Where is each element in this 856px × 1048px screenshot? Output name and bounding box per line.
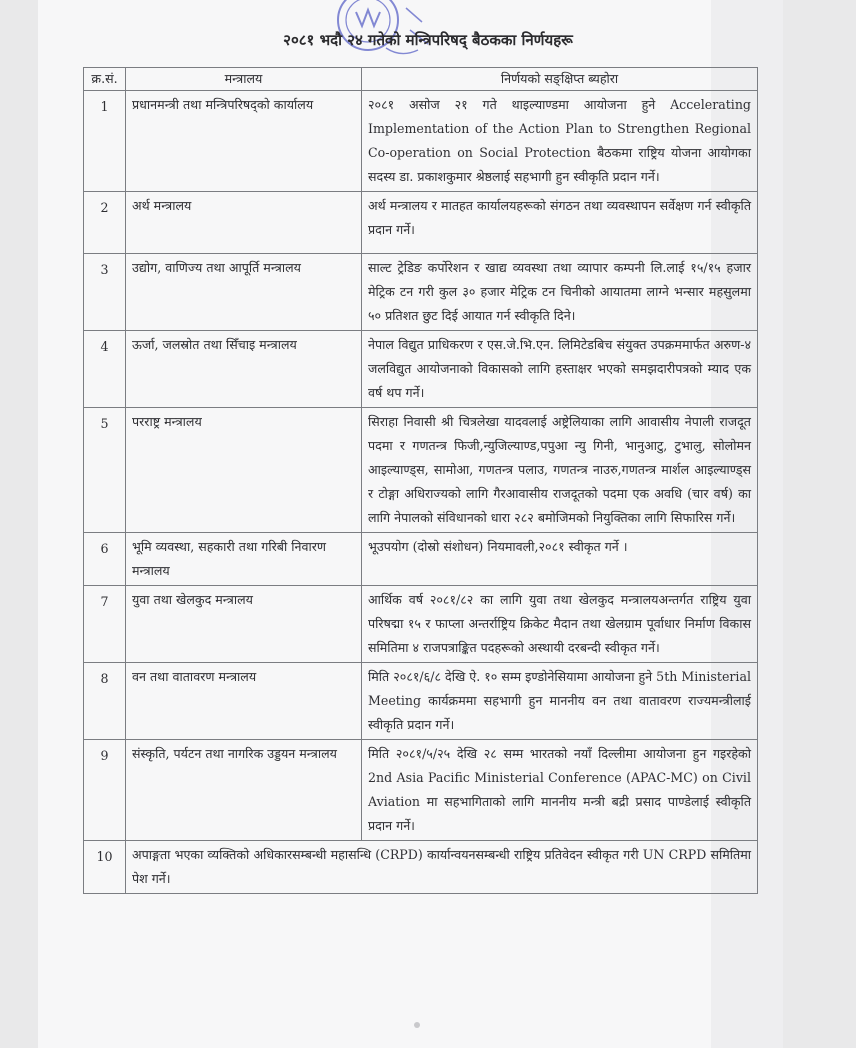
header-ministry: मन्त्रालय: [126, 68, 362, 91]
table-row: [84, 331, 758, 408]
row-number: 9: [84, 740, 126, 841]
page-title: २०८१ भदौ २४ गतेको मन्त्रिपरिषद् बैठकका निर्णयहरू: [283, 31, 573, 49]
row-ministry: ऊर्जा, जलस्रोत तथा सिँचाइ मन्त्रालय: [126, 331, 362, 408]
table-row: [84, 91, 758, 192]
row-decision: नेपाल विद्युत प्राधिकरण र एस.जे.भि.एन. लिमिटेडबिच संयुक्त उपक्रममार्फत अरुण-४ जलविद्युत आयोजनाको विकासको लागि हस्ताक्षर भएको समझदारीपत्रको म्याद एक वर्ष थप गर्ने।: [362, 331, 758, 408]
header-decision: निर्णयको सङ्क्षिप्त ब्यहोरा: [362, 68, 758, 91]
row-decision: साल्ट ट्रेडिङ कर्पोरेशन र खाद्य व्यवस्था तथा व्यापार कम्पनी लि.लाई १५/१५ हजार मेट्रिक टन गरी कुल ३० हजार मेट्रिक टन चिनीको आयातमा लाग्ने भन्सार महसुलमा ५० प्रतिशत छुट दिई आयात गर्न स्वीकृति दिने।: [362, 254, 758, 331]
row-ministry: वन तथा वातावरण मन्त्रालय: [126, 663, 362, 740]
row-ministry: परराष्ट्र मन्त्रालय: [126, 408, 362, 533]
row-decision: अपाङ्गता भएका व्यक्तिको अधिकारसम्बन्धी महासन्धि (CRPD) कार्यान्वयनसम्बन्धी राष्ट्रिय प्रतिवेदन स्वीकृत गरी UN CRPD समितिमा पेश गर्ने।: [126, 841, 758, 894]
table-row: [84, 586, 758, 663]
row-number: 10: [84, 841, 126, 894]
decisions-table: [83, 67, 758, 894]
row-ministry: प्रधानमन्त्री तथा मन्त्रिपरिषद्को कार्यालय: [126, 91, 362, 192]
table-row: [84, 841, 758, 894]
row-number: 7: [84, 586, 126, 663]
table-header-row: [84, 68, 758, 91]
row-decision: २०८१ असोज २१ गते थाइल्याण्डमा आयोजना हुने Accelerating Implementation of the Action Plan to Strengthen Regional Co-operation on Social Protection बैठकमा राष्ट्रिय योजना आयोगका सदस्य डा. प्रकाशकुमार श्रेष्ठलाई सहभागी हुन स्वीकृति प्रदान गर्ने।: [362, 91, 758, 192]
row-number: 8: [84, 663, 126, 740]
row-decision: आर्थिक वर्ष २०८१/८२ का लागि युवा तथा खेलकुद मन्त्रालयअन्तर्गत राष्ट्रिय युवा परिषद्मा १५ र फाप्ला अन्तर्राष्ट्रिय क्रिकेट मैदान तथा खेलग्राम पूर्वाधार निर्माण विकास समितिमा ४ राजपत्राङ्कित पदहरूको अस्थायी दरबन्दी स्वीकृत गर्ने।: [362, 586, 758, 663]
row-decision: भूउपयोग (दोस्रो संशोधन) नियमावली,२०८१ स्वीकृत गर्ने ।: [362, 533, 758, 586]
row-decision: सिराहा निवासी श्री चित्रलेखा यादवलाई अष्ट्रेलियाका लागि आवासीय नेपाली राजदूत पदमा र गणतन्त्र फिजी,न्युजिल्याण्ड,पपुआ न्यु गिनी, भानुआटु, टुभालु, सोलोमन आइल्याण्ड्स, सामोआ, गणतन्त्र पलाउ, गणतन्त्र नाउरु,गणतन्त्र मार्शल आइल्याण्ड्स र टोङ्गा अधिराज्यको लागि गैरआवासीय राजदूतको पदमा एक अवधि (चार वर्ष) का लागि नेपालको संविधानको धारा २८२ बमोजिमको नियुक्तिका लागि सिफारिस गर्ने।: [362, 408, 758, 533]
table-row: [84, 408, 758, 533]
page-mark: [414, 1022, 420, 1028]
row-number: 3: [84, 254, 126, 331]
row-number: 1: [84, 91, 126, 192]
row-decision: मिति २०८१/६/८ देखि ऐ. १० सम्म इण्डोनेसियामा आयोजना हुने 5th Ministerial Meeting कार्यक्रममा सहभागी हुन माननीय वन तथा वातावरण राज्यमन्त्रीलाई स्वीकृति प्रदान गर्ने।: [362, 663, 758, 740]
row-ministry: भूमि व्यवस्था, सहकारी तथा गरिबी निवारण मन्त्रालय: [126, 533, 362, 586]
row-ministry: उद्योग, वाणिज्य तथा आपूर्ति मन्त्रालय: [126, 254, 362, 331]
row-decision: मिति २०८१/५/२५ देखि २८ सम्म भारतको नयाँ दिल्लीमा आयोजना हुन गइरहेको 2nd Asia Pacific Ministerial Conference (APAC-MC) on Civil Aviation मा सहभागिताको लागि माननीय मन्त्री बद्री प्रसाद पाण्डेलाई स्वीकृति प्रदान गर्ने।: [362, 740, 758, 841]
header-serial: क्र.सं.: [84, 68, 126, 91]
row-number: 6: [84, 533, 126, 586]
table-row: [84, 740, 758, 841]
row-ministry: युवा तथा खेलकुद मन्त्रालय: [126, 586, 362, 663]
table-row: [84, 254, 758, 331]
row-ministry: संस्कृति, पर्यटन तथा नागरिक उड्डयन मन्त्रालय: [126, 740, 362, 841]
table-row: [84, 533, 758, 586]
row-decision: अर्थ मन्त्रालय र मातहत कार्यालयहरूको संगठन तथा व्यवस्थापन सर्वेक्षण गर्न स्वीकृति प्रदान गर्ने।: [362, 192, 758, 254]
table-row: [84, 192, 758, 254]
row-number: 2: [84, 192, 126, 254]
table-row: [84, 663, 758, 740]
row-number: 4: [84, 331, 126, 408]
row-number: 5: [84, 408, 126, 533]
row-ministry: अर्थ मन्त्रालय: [126, 192, 362, 254]
